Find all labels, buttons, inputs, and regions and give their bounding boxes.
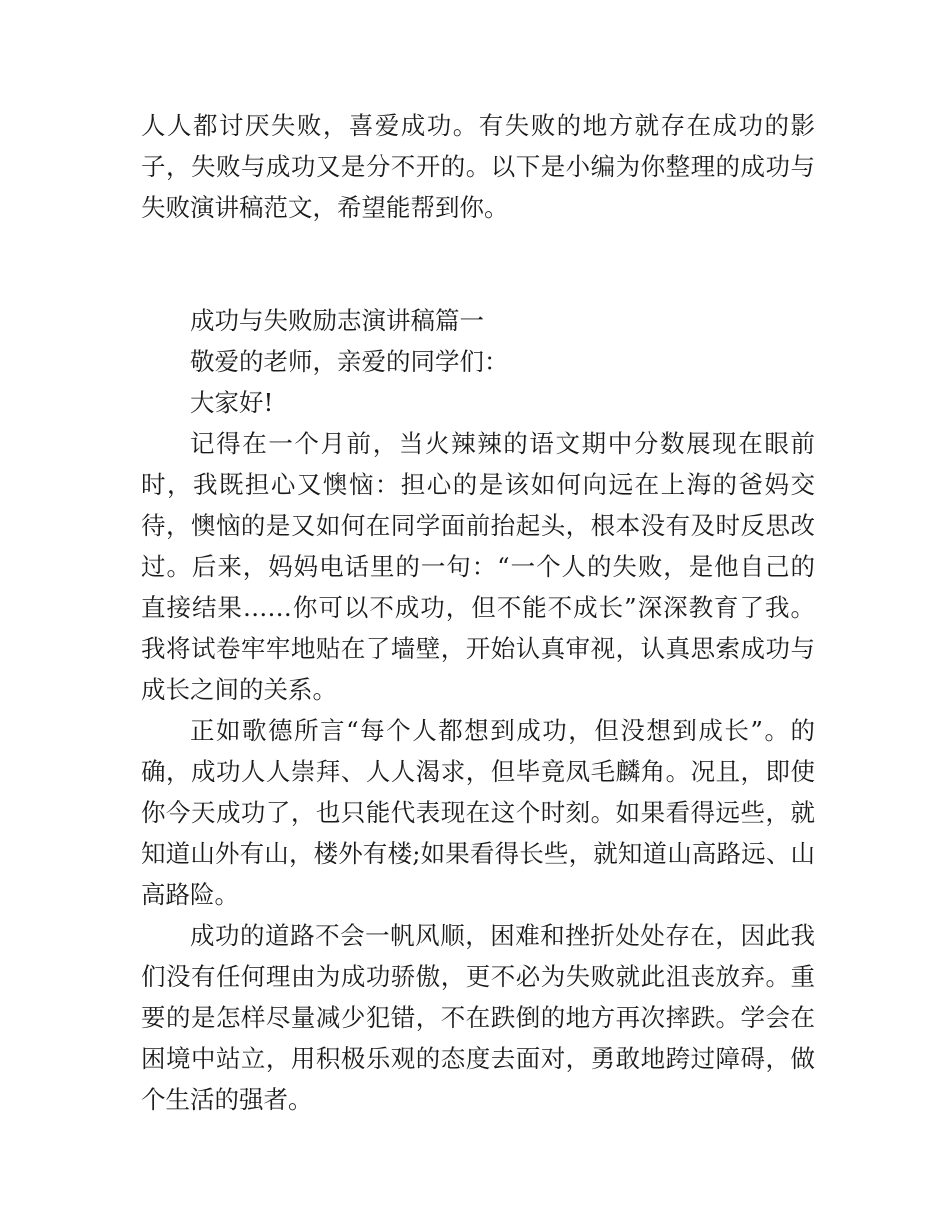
document-body (141, 105, 815, 1120)
body-paragraph-3: 成功的道路不会一帆风顺，困难和挫折处处存在，因此我们没有任何理由为成功骄傲，更不必为失败就此沮丧放弃。重要的是怎样尽量减少犯错，不在跌倒的地方再次摔跌。学会在困境中站立，用积极乐观的态度去面对，勇敢地跨过障碍，做个生活的强者。 (141, 921, 815, 1114)
body-paragraph-2: 正如歌德所言“每个人都想到成功，但没想到成长”。的确，成功人人崇拜、人人渴求，但毕竟凤毛麟角。况且，即使你今天成功了，也只能代表现在这个时刻。如果看得远些，就知道山外有山，楼外有楼;如果看得长些，就知道山高路远、山高路险。 (141, 716, 815, 909)
greeting: 大家好! (190, 388, 274, 417)
section-gap (141, 228, 815, 300)
salutation: 敬爱的老师，亲爱的同学们： (190, 347, 509, 376)
body-paragraph-1: 记得在一个月前，当火辣辣的语文期中分数展现在眼前时，我既担心又懊恼：担心的是该如何向远在上海的爸妈交待，懊恼的是又如何在同学面前抬起头，根本没有及时反思改过。后来，妈妈电话里的一句：“一个人的失败，是他自己的直接结果……你可以不成功，但不能不成长”深深教育了我。我将试卷牢牢地贴在了墙壁，开始认真审视，认真思索成功与成长之间的关系。 (141, 429, 815, 704)
speech-heading: 成功与失败励志演讲稿篇一 (190, 306, 484, 335)
intro-paragraph: 人人都讨厌失败，喜爱成功。有失败的地方就存在成功的影子，失败与成功又是分不开的。以下是小编为你整理的成功与失败演讲稿范文，希望能帮到你。 (141, 111, 815, 222)
